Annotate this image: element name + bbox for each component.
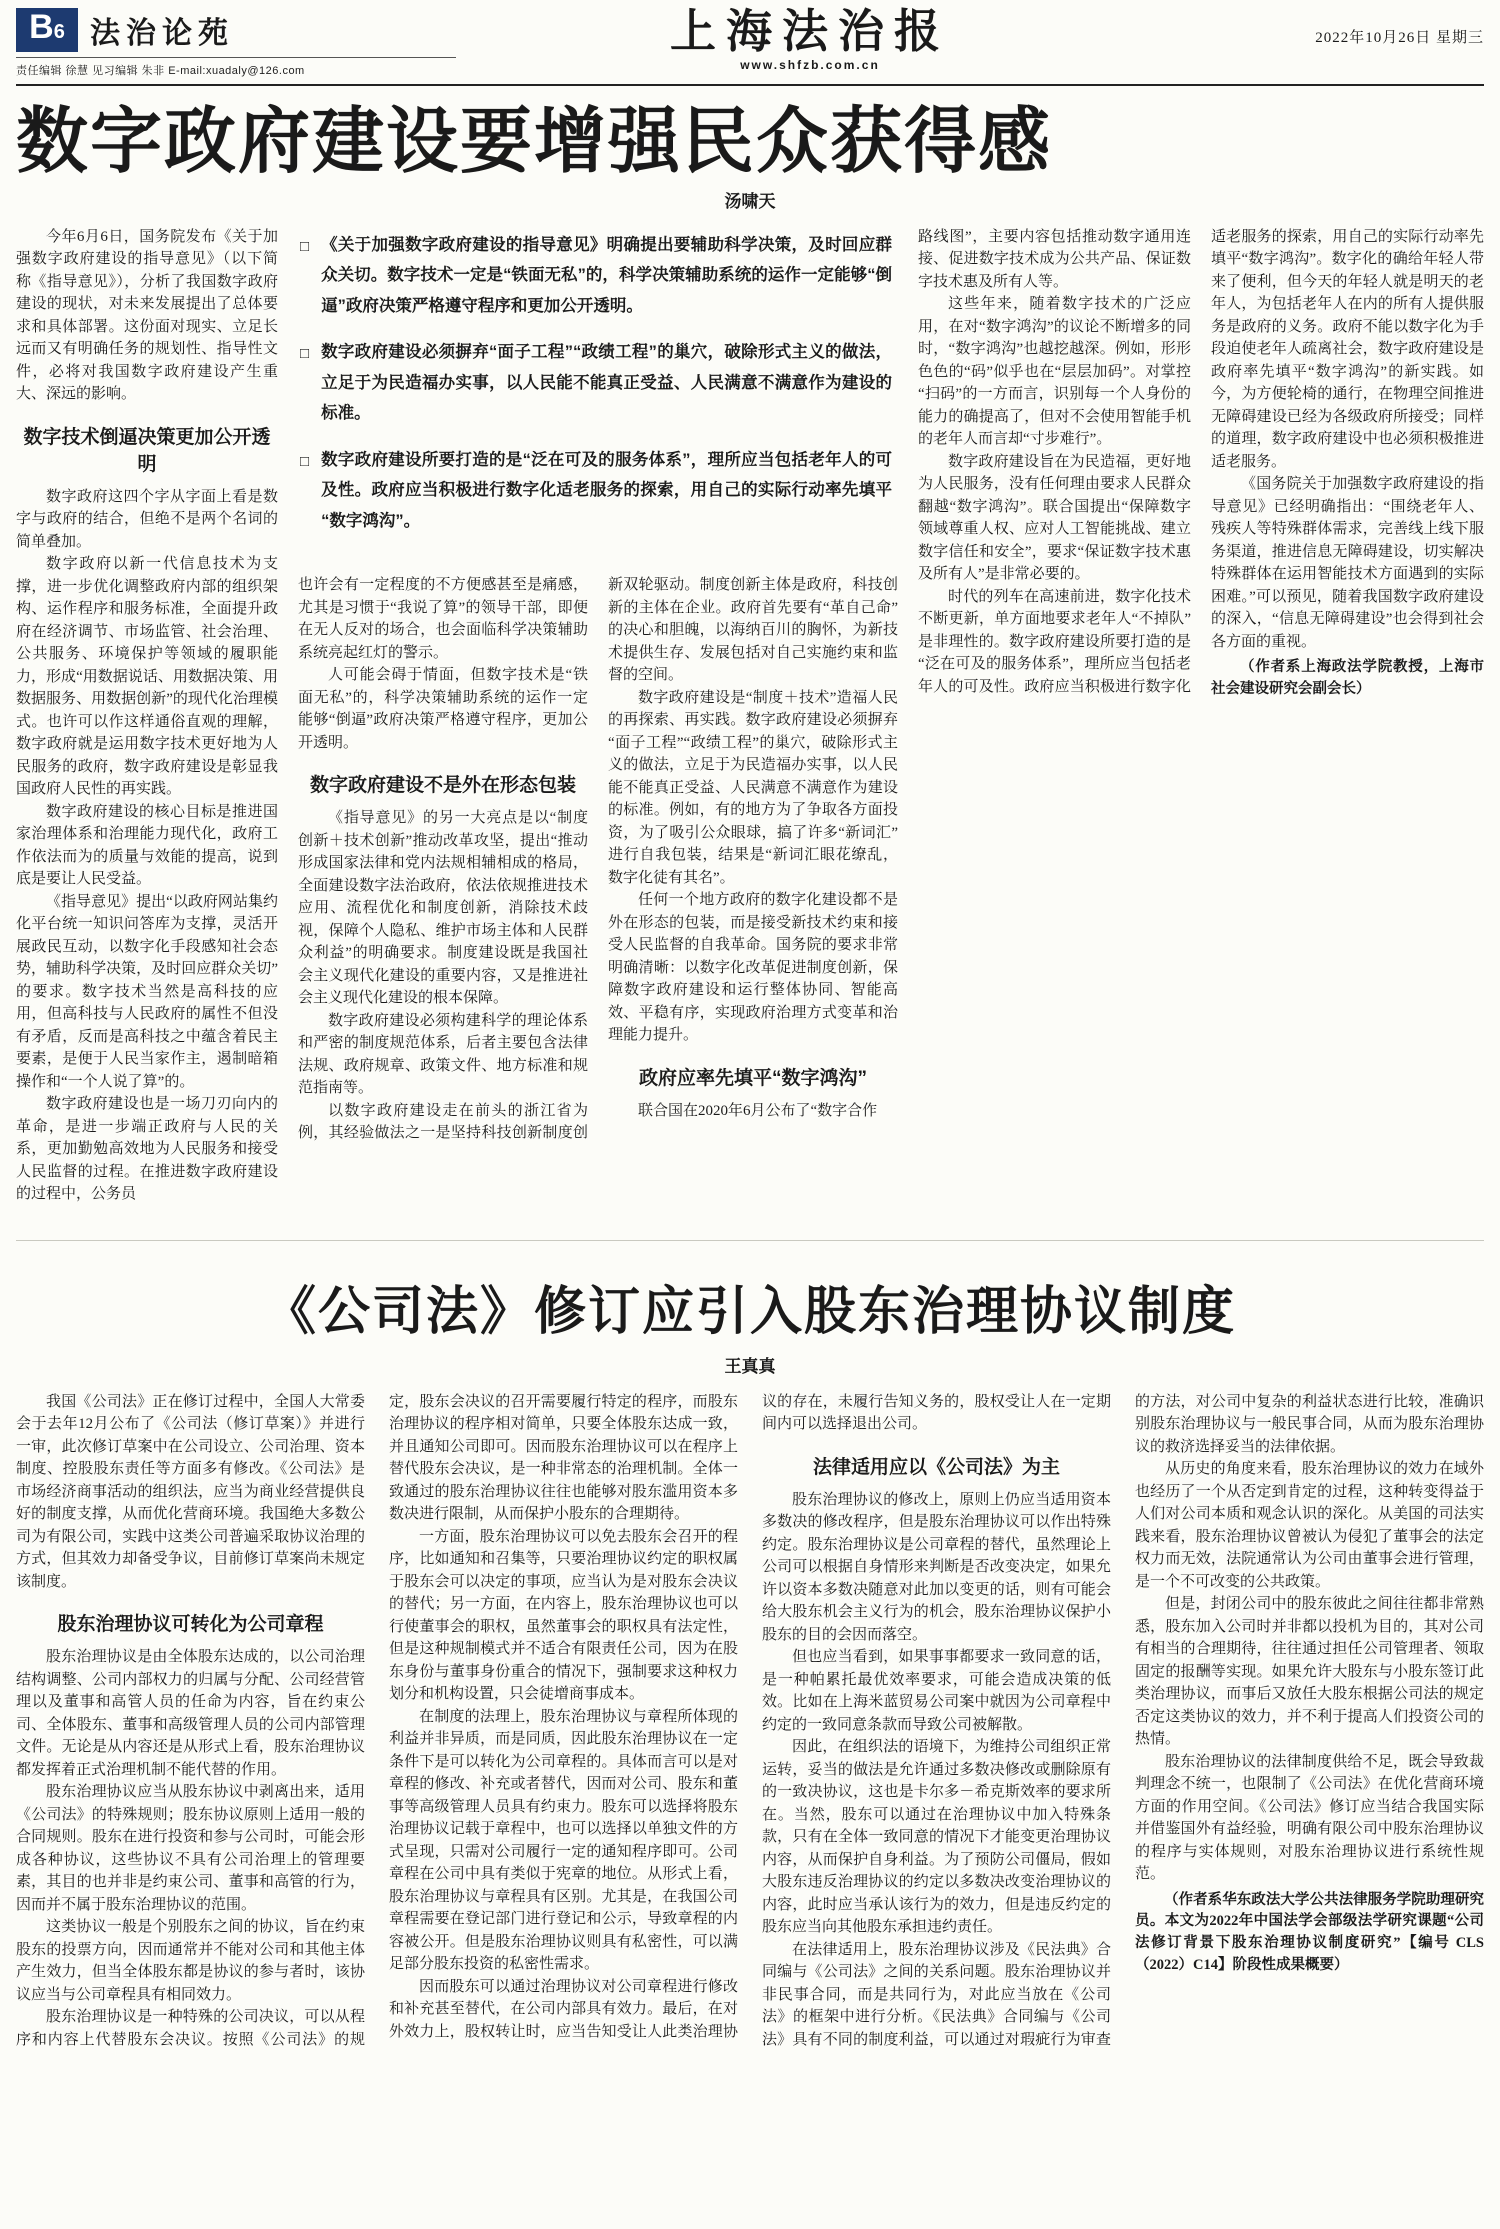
paragraph: 在制度的法理上，股东治理协议与章程所体现的利益并非异质，而是同质，因此股东治理协议在一定条件下是可以转化为公司章程的。具体而言可以是对章程的修改、补充或者替代，因而对公司、股东和董事等高级管理人员具有约束力。股东可以选择将股东治理协议记载于章程中，也可以选择以单独文件的方式呈现，只需对公司履行一定的通知程序即可。公司章程在公司中具有类似于宪章的地位。从形式上看，股东治理协议与章程具有区别。尤其是，在我国公司章程需要在登记部门进行登记和公示，导致章程的内容被公开。但是股东治理协议则具有私密性，可以满足部分股东投资的私密性需求。 xyxy=(389,1708,738,1973)
paragraph: 数字政府建设也是一场刀刃向内的革命，是进一步端正政府与人民的关系，更加勤勉高效地为人民服务和接受人民监督的过程。在推进数字政府建设的过程中，公务员 xyxy=(16,1096,278,1203)
badge-row xyxy=(16,8,456,52)
subhead-convert-to-charter: 股东治理协议可转化为公司章程 xyxy=(57,1614,324,1636)
paragraph: 《指导意见》提出“以政府网站集约化平台统一知识问答库为支撑，灵活开展政民互动，以数字化手段感知社会态势，辅助科学决策，及时回应群众关切”的要求。数字技术当然是高科技的应用，但高科技与人民政府的属性不但没有矛盾，反而是高科技之中蕴含着民主要素，是便于人民当家作主，遏制暗箱操作和“一个人说了算”的。 xyxy=(16,893,278,1090)
article1-body xyxy=(16,226,1484,1206)
header-left xyxy=(16,8,456,78)
paragraph: 《国务院关于加强数字政府建设的指导意见》已经明确指出：“围绕老年人、残疾人等特殊群体需求，完善线上线下服务渠道，推进信息无障碍建设，切实解决特殊群体在运用智能技术方面遇到的实际困难。”可以预见，随着我国数字政府建设的深入，“信息无障碍建设”也会得到社会各方面的重视。 xyxy=(1211,476,1484,650)
paragraph: 这些年来，随着数字技术的广泛应用，在对“数字鸿沟”的议论不断增多的同时，“数字鸿沟”也越挖越深。例如，形形色色的“码”似乎也在“层层加码”。对掌控“扫码”的一方而言，识别每一个人身份的能力的确提高了，但对不会使用智能手机的老年人而言却“寸步难行”。 xyxy=(918,296,1191,448)
paragraph: 联合国在2020年6月公布了“数字合作 xyxy=(638,1102,878,1119)
article-digital-government xyxy=(16,102,1484,1206)
paragraph: 数字政府建设必须构建科学的理论体系和严密的制度规范体系，后者主要包含法律法规、政府规章、政策文件、地方标准和规范指南等。 xyxy=(298,1012,588,1097)
header-center xyxy=(456,8,1164,72)
paragraph: 股东治理协议的修改上，原则上仍应当适用资本多数决的修改程序，但是股东治理协议可以作出特殊约定。股东治理协议是公司章程的替代，虽然理论上公司可以根据自身情形来判断是否改变决定，如果允许以资本多数决随意对此加以变更的话，则有可能会给大股东机会主义行为的机会，股东治理协议保护小股东的目的会因而落空。 xyxy=(762,1491,1111,1643)
paragraph: 在法律适用上，股东治理协议涉及《民法典》合同编与《公司法》之间的关系问题。股东治理协议并非民事合同，而是共同行为，对此应当放在《公司法》的框架中进行分析。《民法典》合同编与《公司法》具有不同的制度利益，可以通过对瑕疵行为审查的方法，对公司中复杂的利益状态进行比较，准确识别股东治理协议与一般民事合同，从而为股东治理协议的救济选择妥当的法律依据。 xyxy=(762,1393,1484,2048)
bullet-square-icon: □ xyxy=(300,345,310,363)
paragraph: 数字政府这四个字从字面上看是数字与政府的结合，但绝不是两个名词的简单叠加。 xyxy=(16,488,278,550)
paragraph: 股东治理协议是由全体股东达成的，以公司治理结构调整、公司内部权力的归属与分配、公司经营管理以及董事和高管人员的任命为内容，旨在约束公司、全体股东、董事和高级管理人员的公司内部管理文件。无论是从内容还是从形式上看，股东治理协议都发挥着正式治理机制不能代替的作用。 xyxy=(16,1649,365,1778)
paragraph: 因此，在组织法的语境下，为维持公司组织正常运转，妥当的做法是允许通过多数决修改或删除原有的一致决协议，这也是卡尔多－希克斯效率的要求所在。当然，股东可以通过在治理协议中加入特殊条款，只有在全体一致同意的情况下才能变更治理协议内容，从而保护自身利益。为了预防公司僵局，假如大股东违反治理协议的约定以多数决改变治理协议的内容，此时应当承认该行为的效力，但是违反约定的股东应当向其他股东承担违约责任。 xyxy=(762,1739,1111,1936)
paragraph: 但是，封闭公司中的股东彼此之间往往都非常熟悉，股东加入公司时并非都以投机为目的，其对公司有相当的合理期待，往往通过担任公司管理者、领取固定的报酬等实现。如果允许大股东与小股东签订此类治理协议，而事后又放任大股东根据公司法的规定否定这类协议的效力，并不利于提高人们投资公司的热情。 xyxy=(1135,1596,1484,1748)
paragraph: 路线图”，主要内容包括推动数字通用连接、促进数字技术成为公共产品、保证数字技术惠及所有人等。 xyxy=(918,228,1191,290)
summary-text: 《关于加强数字政府建设的指导意见》明确提出要辅助科学决策，及时回应群众关切。数字技术一定是“铁面无私”的，科学决策辅助系统的运作一定能够“倒逼”政府决策严格遵守程序和更加公开透明。 xyxy=(321,235,892,315)
page-header xyxy=(16,8,1484,86)
paragraph: 也许会有一定程度的不方便感甚至是痛感，尤其是习惯于“我说了算”的领导干部，即便在无人反对的场合，也会面临科学决策辅助系统亮起红灯的警示。 xyxy=(298,577,588,661)
paragraph: 这类协议一般是个别股东之间的协议，旨在约束股东的投票方向，因而通常并不能对公司和其他主体产生效力，但当全体股东都是协议的参与者时，该协议应当与公司章程具有相同效力。 xyxy=(16,1919,365,2003)
article1-middle-columns xyxy=(298,574,898,1145)
paragraph: 但也应当看到，如果事事都要求一致同意的话，是一种帕累托最优效率要求，可能会造成决策的低效。比如在上海米蓝贸易公司案中就因为公司章程中约定的一致同意条款而导致公司被解散。 xyxy=(762,1649,1111,1733)
article1-summary xyxy=(298,226,898,563)
article1-column-1 xyxy=(16,226,278,1206)
paragraph: 今年6月6日，国务院发布《关于加强数字政府建设的指导意见》（以下简称《指导意见》），分析了我国数字政府建设的现状，对未来发展提出了总体要求和具体部署。这份面对现实、立足长远而又有明确任务的规划性、指导性文件，必将对我国数字政府建设产生重大、深远的影响。 xyxy=(16,228,278,403)
paragraph: 数字政府建设旨在为民造福，更好地为人民服务，没有任何理由要求人民群众翻越“数字鸿沟”。联合国提出“保障数字领域尊重人权、应对人工智能挑战、建立数字信任和安全”，要求“保证数字技术惠及所有人”是非常必要的。 xyxy=(918,453,1191,583)
summary-item xyxy=(300,230,892,322)
paragraph: 股东治理协议是一种特殊的公司决议，可以从程序和内容上代替股东会决议。按照《公司法》的规定，股东会决议的召开需要履行特定的程序，而股东治理协议的程序相对简单，只要全体股东达成一致，并且通知公司即可。因而股东治理协议可以在程序上替代股东会决议，是一种非常态的治理机制。全体一致通过的股东治理协议往往也能够对股东滥用资本多数决进行限制，从而保护小股东的合理期待。 xyxy=(16,1393,738,2048)
paragraph: 数字政府以新一代信息技术为支撑，进一步优化调整政府内部的组织架构、运作程序和服务标准，全面提升政府在经济调节、市场监管、社会治理、公共服务、环境保护等领域的履职能力，形成“用数据说话、用数据决策、用数据服务、用数据创新”的现代化治理模式。也许可以作这样通俗直观的理解，数字政府就是运用数字技术更好地为人民服务的政府，数字政府建设是彰显我国政府人民性的再实践。 xyxy=(16,556,278,798)
summary-text: 数字政府建设所要打造的是“泛在可及的服务体系”，理所应当包括老年人的可及性。政府应当积极进行数字化适老服务的探索，用自己的实际行动率先填平“数字鸿沟”。 xyxy=(321,450,892,530)
article1-author: 汤啸天 xyxy=(724,191,776,211)
paragraph: 股东治理协议的法律制度供给不足，既会导致裁判理念不统一，也限制了《公司法》在优化营商环境方面的作用空间。《公司法》修订应当结合我国实际并借鉴国外有益经验，明确有限公司中股东治理协议的程序与实体规则，对股东治理协议进行系统性规范。 xyxy=(1135,1753,1484,1883)
article2-author-byline: （作者系华东政法大学公共法律服务学院助理研究员。本文为2022年中国法学会部级法学研究课题“公司法修订背景下股东治理协议制度研究”【编号 CLS（2022）C14】阶段性成果概要） xyxy=(1135,1891,1484,1973)
article1-middle-region xyxy=(298,226,898,1206)
masthead: 上海法治报 xyxy=(670,6,950,57)
article2-body xyxy=(16,1391,1484,2052)
paragraph: 数字政府建设是“制度＋技术”造福人民的再探索、再实践。数字政府建设必须摒弃“面子工程”“政绩工程”的巢穴，破除形式主义的做法，立足于为民造福办实事，以人民能不能真正受益、人民满意不满意作为建设的标准。例如，有的地方为了争取各方面投资，为了吸引公众眼球，搞了许多“新词汇”进行自我包装，结果是“新词汇眼花缭乱，数字化徒有其名”。 xyxy=(608,689,898,886)
paragraph: 一方面，股东治理协议可以免去股东会召开的程序，比如通知和召集等，只要治理协议约定的职权属于股东会可以决定的事项，应当认为是对股东会决议的替代；另一方面，在内容上，股东治理协议也可以行使董事会的职权，虽然董事会的职权具有法定性，但是这种规制模式并不适合有限责任公司，因为在股东身份与董事身份重合的情况下，强制要求这种权力划分和机构设置，只会徒增商事成本。 xyxy=(389,1528,738,1703)
paragraph: 以数字政府建设走在前头的浙江省为例，其经验做法之一是坚持科技创新制度创新双轮驱动。制度创新主体是政府，科技创新的主体在企业。政府首先要有“革自己命”的决心和胆魄，以海纳百川的胸怀，为新技术提供生存、发展包括对自己实施约束和监督的空间。 xyxy=(298,577,898,1142)
paragraph: 数字政府建设的核心目标是推进国家治理体系和治理能力现代化，政府工作依法而为的质量与效能的提高，说到底是要让人民受益。 xyxy=(16,803,278,888)
summary-item xyxy=(300,337,892,429)
paragraph: 人可能会碍于情面，但数字技术是“铁面无私”的，科学决策辅助系统的运作一定能够“倒逼”政府决策严格遵守程序，更加公开透明。 xyxy=(298,667,588,751)
page-number: 6 xyxy=(53,21,65,43)
summary-text: 数字政府建设必须摒弃“面子工程”“政绩工程”的巢穴，破除形式主义的做法，立足于为民造福办实事，以人民能不能真正受益、人民满意不满意作为建设的标准。 xyxy=(321,343,892,423)
paragraph: 因而股东可以通过治理协议对公司章程进行修改和补充甚至替代，在公司内部具有效力。最后，在对外效力上，股权转让时，应当告知受让人此类治理协议的存在，未履行告知义务的，股权受让人在一定期间内可以选择退出公司。 xyxy=(389,1393,1111,2040)
issue-date: 2022年10月26日 星期三 xyxy=(1315,30,1484,46)
subhead-law-application: 法律适用应以《公司法》为主 xyxy=(812,1456,1060,1478)
paragraph: 《指导意见》的另一大亮点是以“制度创新＋技术创新”推动改革攻坚，提出“推动形成国家法律和党内法规相辅相成的格局，全面建设数字法治政府，依法依规推进技术应用、流程优化和制度创新，消除技术歧视，保障个人隐私、维护市场主体和人民群众利益”的明确要求。制度建设既是我国社会主义现代化建设的重要内容，又是推进社会主义现代化建设的根本保障。 xyxy=(298,810,588,1007)
subhead-not-packaging: 数字政府建设不是外在形态包装 xyxy=(309,775,576,797)
paragraph: 股东治理协议应当从股东协议中剥离出来，适用《公司法》的特殊规则；股东协议原则上适用一般的合同规则。股东在进行投资和参与公司时，可能会形成各种协议，这些协议不具有公司治理上的管理要素，其目的也并非是约束公司、董事和高管的行为，因而并不属于股东治理协议的范围。 xyxy=(16,1784,365,1913)
article1-headline: 数字政府建设要增强民众获得感 xyxy=(16,102,1053,182)
editors-line: 责任编辑 徐慧 见习编辑 朱非 E-mail:xuadaly@126.com xyxy=(16,57,456,78)
subhead-digital-divide: 政府应率先填平“数字鸿沟” xyxy=(638,1067,867,1089)
article2-headline: 《公司法》修订应引入股东治理协议制度 xyxy=(263,1282,1236,1341)
paragraph: 从历史的角度来看，股东治理协议的效力在域外也经历了一个从否定到肯定的过程，这种转变得益于人们对公司本质和观念认识的深化。从美国的司法实践来看，股东治理协议曾被认为侵犯了董事会的法定权力而无效，法院通常认为公司由董事会进行管理，是一个不可改变的公共政策。 xyxy=(1135,1461,1484,1590)
paragraph: 任何一个地方政府的数字化建设都不是外在形态的包装，而是接受新技术约束和接受人民监督的自我革命。国务院的要求非常明确清晰：以数字化改革促进制度创新，保障数字政府建设和运行整体协同、智能高效、平稳有序，实现政府治理方式变革和治理能力提升。 xyxy=(608,892,898,1044)
article2-author: 王真真 xyxy=(724,1356,776,1376)
page-code: B xyxy=(29,8,54,46)
article-company-law xyxy=(16,1240,1484,2052)
article1-author-byline: （作者系上海政法学院教授，上海市社会建设研究会副会长） xyxy=(1211,659,1484,697)
summary-item xyxy=(300,445,892,537)
paragraph: 时代的列车在高速前进，数字化技术不断更新，单方面地要求老年人“不掉队”是非理性的。数字政府建设所要打造的是“泛在可及的服务体系”，理所应当包括老年人的可及性。政府应当积极进行数字化适老服务的探索，用自己的实际行动率先填平“数字鸿沟”。数字化的确给年轻人带来了便利，但今天的年轻人就是明天的老年人，为包括老年人在内的所有人提供服务是政府的义务。政府不能以数字化为手段迫使老年人疏离社会，数字政府建设是政府率先填平“数字鸿沟”的新实践。如今，为方便轮椅的通行，在物理空间推进无障碍建设已经为各级政府所接受；同样的道理，数字政府建设中也必须积极推进适老服务。 xyxy=(918,228,1484,695)
subhead-decision-transparency: 数字技术倒逼决策更加公开透明 xyxy=(23,426,271,475)
bullet-square-icon: □ xyxy=(300,237,310,255)
page-number-badge xyxy=(16,8,78,52)
bullet-square-icon: □ xyxy=(300,452,310,470)
website: www.shfzb.com.cn xyxy=(740,58,880,73)
article1-right-columns xyxy=(918,226,1484,1206)
paragraph: 我国《公司法》正在修订过程中，全国人大常委会于去年12月公布了《公司法（修订草案）》并进行一审，此次修订草案中在公司设立、公司治理、资本制度、控股股东责任等方面多有修改。《公司法》是市场经济商事活动的组织法，应当为商业经营提供良好的制度支撑，从而优化营商环境。我国绝大多数公司为有限公司，实践中这类公司普遍采取协议治理的方式，但其效力却备受争议，目前修订草案尚未规定该制度。 xyxy=(16,1393,365,1590)
section-title: 法治论苑 xyxy=(90,17,234,50)
